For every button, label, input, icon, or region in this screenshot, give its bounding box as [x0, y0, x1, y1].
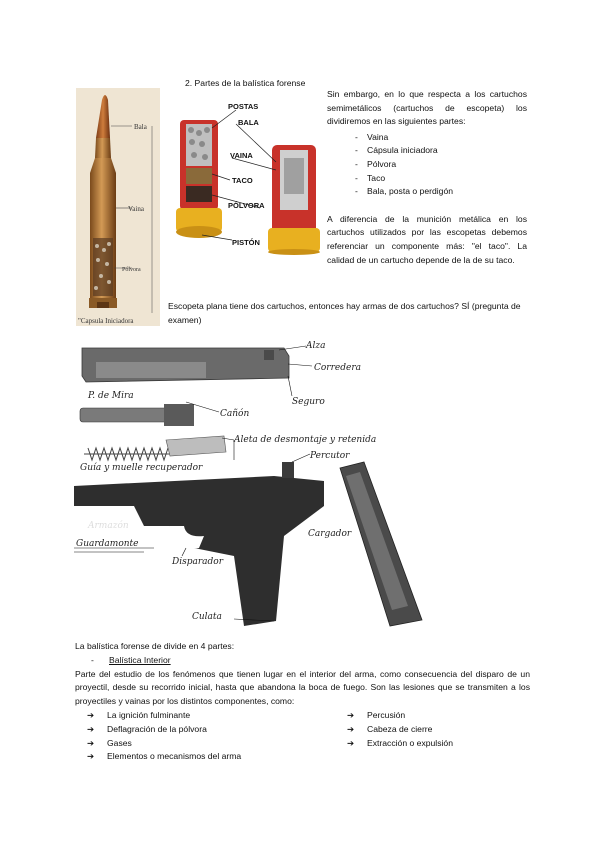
pistol-label-aleta: Aleta de desmontaje y retenida [234, 435, 377, 445]
right-column [327, 88, 527, 267]
interior-paragraph: Parte del estudio de los fenómenos que tienen lugar en el interior del arma, como consecuencia del disparo de un proyectil, desde su recorrido inicial, hasta que abandona la boca de fuego. Son las lesiones que se transmiten a los proyectiles y vainas por los distintos componentes, como: [75, 668, 530, 707]
list-item: ➔ Cabeza de cierre [347, 723, 537, 737]
pistol-label-corredera: Corredera [314, 363, 361, 373]
shell-label-taco: TACO [232, 176, 253, 185]
label-polvora: Pólvora [122, 267, 141, 273]
list-item: ➔ La ignición fulminante [87, 709, 347, 723]
shell-label-bala: BALA [238, 118, 259, 127]
exam-note: Escopeta plana tiene dos cartuchos, entonces hay armas de dos cartuchos? SÍ (pregunta de examen) [168, 301, 521, 325]
pistol-label-seguro: Seguro [292, 397, 325, 407]
arrow-icon: ➔ [347, 709, 355, 720]
list-item: ➔ Elementos o mecanismos del arma [87, 750, 347, 764]
shotgun-shell-diagram [172, 100, 322, 255]
arrow-icon: ➔ [347, 737, 355, 748]
section-heading: 2. Partes de la balística forense [185, 78, 306, 88]
hammer [282, 462, 294, 478]
arrow-icon: ➔ [347, 723, 355, 734]
arrow-icon: ➔ [87, 709, 95, 720]
shell-label-polvora: PÓLVORA [228, 201, 265, 210]
pistol-label-guardamonte: Guardamonte [76, 539, 139, 549]
pistol-label-percutor: Percutor [310, 451, 350, 461]
list-item: - Vaina [327, 131, 527, 145]
shell-label-piston: PISTÓN [232, 238, 260, 247]
list-item: ➔ Deflagración de la pólvora [87, 723, 347, 737]
brass-base-right [268, 228, 320, 252]
shotgun-parts-list [327, 131, 527, 199]
sub-heading [75, 654, 530, 668]
pistol-label-alza: Alza [306, 341, 326, 351]
pistol-label-culata: Culata [192, 612, 222, 622]
list-item: - Pólvora [327, 158, 527, 172]
list-item: ➔ Gases [87, 737, 347, 751]
label-bala: Bala [134, 123, 147, 131]
label-vaina: Vaina [128, 205, 144, 213]
arrow-icon: ➔ [87, 723, 95, 734]
list-item: - Taco [327, 172, 527, 186]
intro-paragraph: Sin embargo, en lo que respecta a los cartuchos semimetálicos (cartuchos de escopeta) los dividiremos en las siguientes partes: [327, 89, 527, 127]
list-item: ➔ Percusión [347, 709, 537, 723]
shell-label-postas: POSTAS [228, 102, 259, 111]
list-item: - Cápsula iniciadora [327, 144, 527, 158]
shell-label-vaina: VAINA [230, 151, 253, 160]
label-capsula: "Capsula Iniciadora [78, 317, 134, 325]
list-item: - Bala, posta o perdigón [327, 185, 527, 199]
pistol-diagram [74, 336, 454, 636]
pistol-label-disparador: Disparador [172, 557, 223, 567]
pistol-label-p-de-mira: P. de Mira [88, 391, 134, 401]
difference-paragraph: A diferencia de la munición metálica en los cartuchos utilizados por las escopetas debemos referenciar un componente más: "el taco". La calidad de un cartucho depende de la de su taco. [327, 213, 527, 265]
pistol-label-cargador: Cargador [308, 529, 352, 539]
lower-section [75, 640, 530, 764]
cartridge-diagram [76, 88, 160, 326]
pistol-label-canon: Cañón [220, 409, 250, 419]
arrow-list [87, 709, 530, 764]
list-item: ➔ Extracción o expulsión [347, 737, 537, 751]
pistol-label-guia: Guía y muelle recuperador [80, 463, 203, 473]
pistol-label-armazon: Armazón [88, 521, 129, 531]
divides-line: La balística forense de divide en 4 partes: [75, 641, 235, 651]
arrow-icon: ➔ [87, 737, 95, 748]
sub-heading-text: Balística Interior [109, 654, 171, 665]
arrow-icon: ➔ [87, 751, 95, 762]
